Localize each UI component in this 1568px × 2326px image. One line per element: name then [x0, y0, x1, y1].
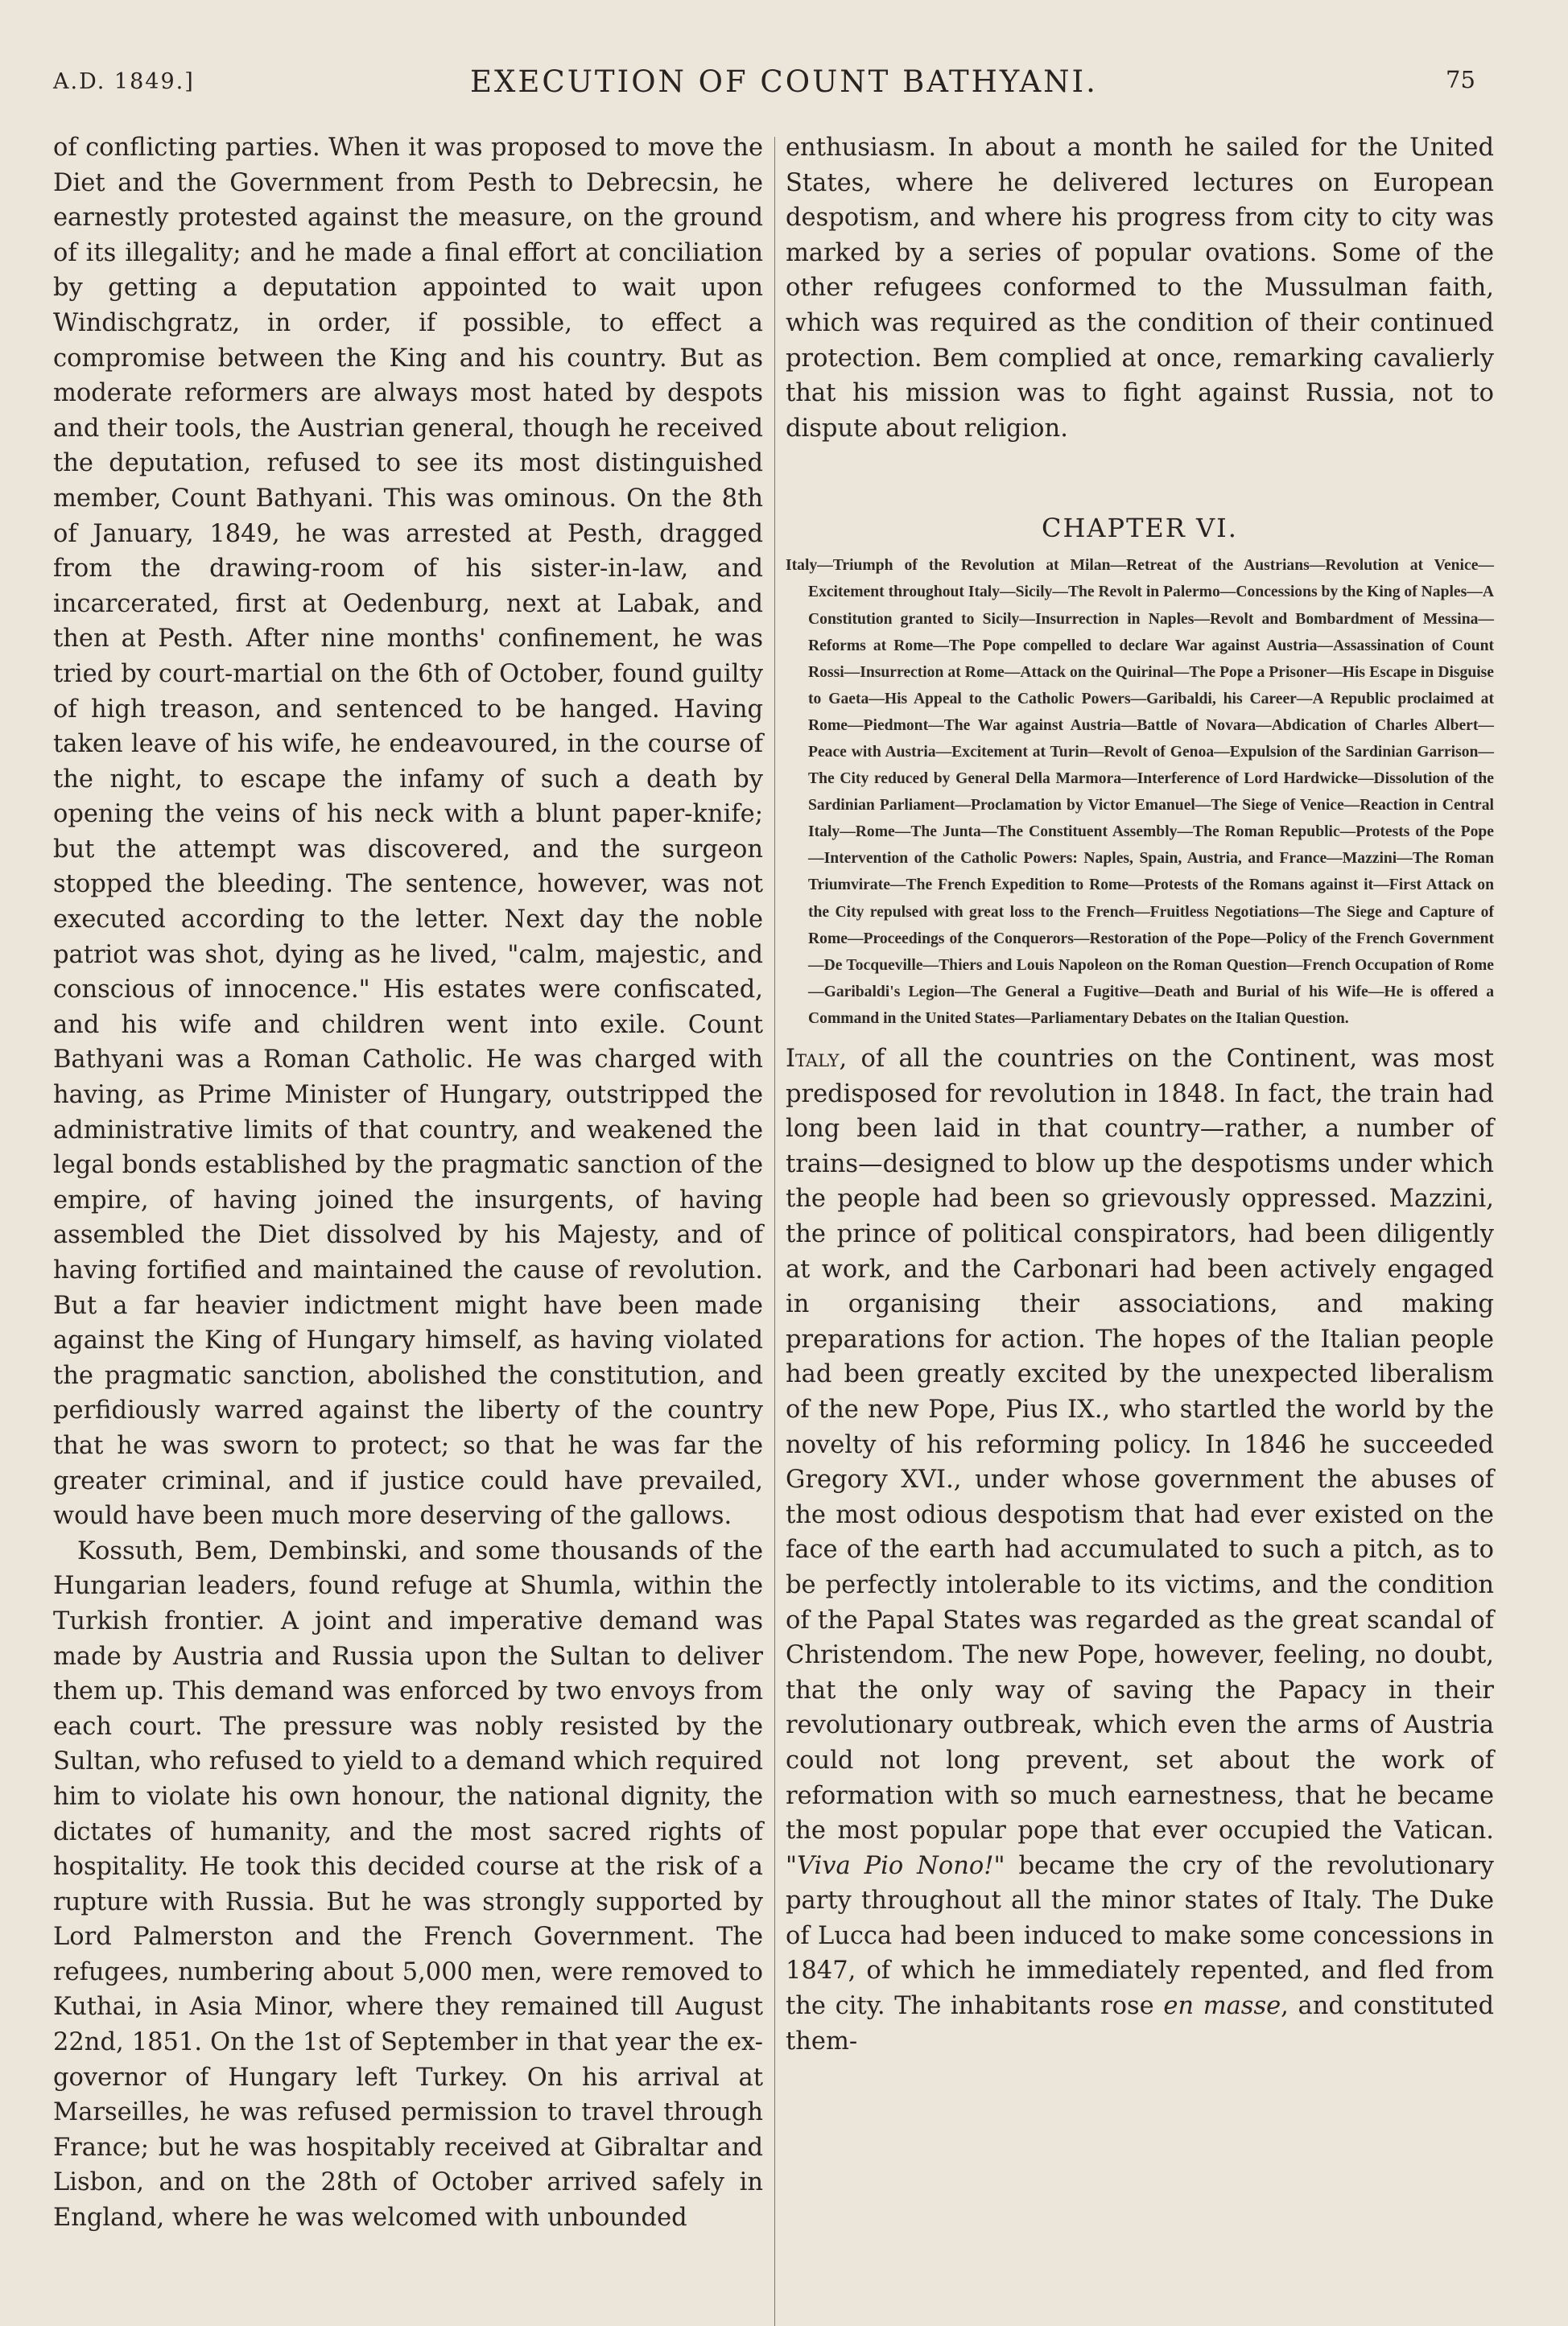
header-year: A.D. 1849.] — [53, 69, 195, 94]
page-number: 75 — [1446, 66, 1475, 93]
italic-phrase-viva: Viva Pio Nono! — [797, 1851, 994, 1880]
paragraph-text-c: , and constituted them- — [786, 1992, 1494, 2056]
running-title: EXECUTION OF COUNT BATHYANI. — [470, 64, 1098, 99]
right-paragraph-2 — [786, 1041, 1494, 2059]
paragraph-lead-word: Italy — [786, 1045, 840, 1074]
paragraph-text-a: , of all the countries on the Continent, was most predisposed for revolution in 1848. In fact, the train had long been laid in that country—rather, a number of trains—designed to blow up the despotisms under which the people had been so grievously oppressed. Mazzini, the prince of political conspirators, had been diligently at work, and the Carbonari had been actively engaged in organising their associations, and making preparations for action. The hopes of the Italian people had been greatly excited by the unexpected liberalism of the new Pope, Pius IX., who startled the world by the novelty of his reforming policy. In 1846 he succeeded Gregory XVI., under whose government the abuses of the most odious despotism that had ever existed on the face of the earth had accumulated to such a pitch, as to be perfectly intolerable to its victims, and the condition of the Papal States was regarded as the great scandal of Christendom. The new Pope, however, feeling, no doubt, that the only way of saving the Papacy in their revolutionary outbreak, which even the arms of Austria could not long prevent, set about the work of reformation with so much earnestness, that he became the most popular pope that ever occupied the Vatican. " — [786, 1045, 1494, 1880]
chapter-synopsis: Italy—Triumph of the Revolution at Milan—Retreat of the Austrians—Revolution at Venice—Excitement throughout Italy—Sicily—The Revolt in Palermo—Concessions by the King of Naples—A Constitution granted to Sicily—Insurrection in Naples—Revolt and Bombardment of Messina—Reforms at Rome—The Pope compelled to declare War against Austria—Assassination of Count Rossi—Insurrection at Rome—Attack on the Quirinal—The Pope a Prisoner—His Escape in Disguise to Gaeta—His Appeal to the Catholic Powers—Garibaldi, his Career—A Republic proclaimed at Rome—Piedmont—The War against Austria—Battle of Novara—Abdication of Charles Albert—Peace with Austria—Excitement at Turin—Revolt of Genoa—Expulsion of the Sardinian Garrison—The City reduced by General Della Marmora—Interference of Lord Hardwicke—Dissolution of the Sardinian Parliament—Proclamation by Victor Emanuel—The Siege of Venice—Reaction in Central Italy—Rome—The Junta—The Constituent Assembly—The Roman Republic—Protests of the Pope—Intervention of the Catholic Powers: Naples, Spain, Austria, and France—Mazzini—The Roman Triumvirate—The French Expedition to Rome—Protests of the Romans against it—First Attack on the City repulsed with great loss to the French—Fruitless Negotiations—The Siege and Capture of Rome—Proceedings of the Conquerors—Restoration of the Pope—Policy of the French Government—De Tocqueville—Thiers and Louis Napoleon on the Roman Question—French Occupation of Rome—Garibaldi's Legion—The General a Fugitive—Death and Burial of his Wife—He is offered a Command in the United States—Parliamentary Debates on the Italian Question. — [786, 557, 1494, 1027]
right-paragraph-1: enthusiasm. In about a month he sailed for the United States, where he delivered lectures on European despotism, and where his progress from city to city was marked by a series of popular ovations. Some of the other refugees conformed to the Mussulman faith, which was required as the condition of their continued protection. Bem complied at once, remarking cavalierly that his mission was to fight against Russia, not to dispute about religion. — [786, 134, 1494, 443]
italic-phrase-en-masse: en masse — [1163, 1992, 1281, 2021]
left-paragraph-2: Kossuth, Bem, Dembinski, and some thousands of the Hungarian leaders, found refuge at Shumla, within the Turkish frontier. A joint and imperative demand was made by Austria and Russia upon the Sultan to deliver them up. This demand was enforced by two envoys from each court. The pressure was nobly resisted by the Sultan, who refused to yield to a demand which required him to violate his own honour, the national dignity, the dictates of humanity, and the most sacred rights of hospitality. He took this decided course at the risk of a rupture with Russia. But he was strongly supported by Lord Palmerston and the French Government. The refugees, numbering about 5,000 men, were removed to Kuthai, in Asia Minor, where they remained till August 22nd, 1851. On the 1st of September in that year the ex-governor of Hungary left Turkey. On his arrival at Marseilles, he was refused permission to travel through France; but he was hospitably received at Gibraltar and Lisbon, and on the 28th of October arrived safely in England, where he was welcomed with unbounded — [53, 1536, 763, 2233]
column-divider — [774, 137, 775, 2326]
left-paragraph-1: of conflicting parties. When it was proposed to move the Diet and the Government from Pesth to Debrecsin, he earnestly protested against the measure, on the ground of its illegality; and he made a final effort at conciliation by getting a deputation appointed to wait upon Windischgratz, in order, if possible, to effect a compromise between the King and his country. But as moderate reformers are always most hated by despots and their tools, the Austrian general, though he received the deputation, refused to see its most distinguished member, Count Bathyani. This was ominous. On the 8th of January, 1849, he was arrested at Pesth, dragged from the drawing-room of his sister-in-law, and incarcerated, first at Oedenburg, next at Labak, and then at Pesth. After nine months' confinement, he was tried by court-martial on the 6th of October, found guilty of high treason, and sentenced to be hanged. Having taken leave of his wife, he endeavoured, in the course of the night, to escape the infamy of such a death by opening the veins of his neck with a blunt paper-knife; but the attempt was discovered, and the surgeon stopped the bleeding. The sentence, however, was not executed according to the letter. Next day the noble patriot was shot, dying as he lived, "calm, majestic, and conscious of innocence." His estates were confiscated, and his wife and children went into exile. Count Bathyani was a Roman Catholic. He was charged with having, as Prime Minister of Hungary, outstripped the administrative limits of that country, and weakened the legal bonds established by the pragmatic sanction of the empire, of having joined the insurgents, of having assembled the Diet dissolved by his Majesty, and of having fortified and maintained the cause of revolution. But a far heavier indictment might have been made against the King of Hungary himself, as having violated the pragmatic sanction, abolished the constitution, and perfidiously warred against the liberty of the country that he was sworn to protect; so that he was far the greater criminal, and if justice could have prevailed, would have been much more deserving of the gallows. — [53, 134, 763, 1531]
chapter-heading: CHAPTER VI. — [1042, 513, 1238, 544]
right-column — [786, 130, 1494, 2059]
page-header — [0, 0, 1568, 121]
left-column — [53, 130, 763, 2236]
paragraph-text-b: " became the cry of the revolutionary party throughout all the minor states of Italy. The Duke of Lucca had been induced to make some concessions in 1847, of which he immediately repented, and fled from the city. The inhabitants rose — [786, 1851, 1494, 2021]
